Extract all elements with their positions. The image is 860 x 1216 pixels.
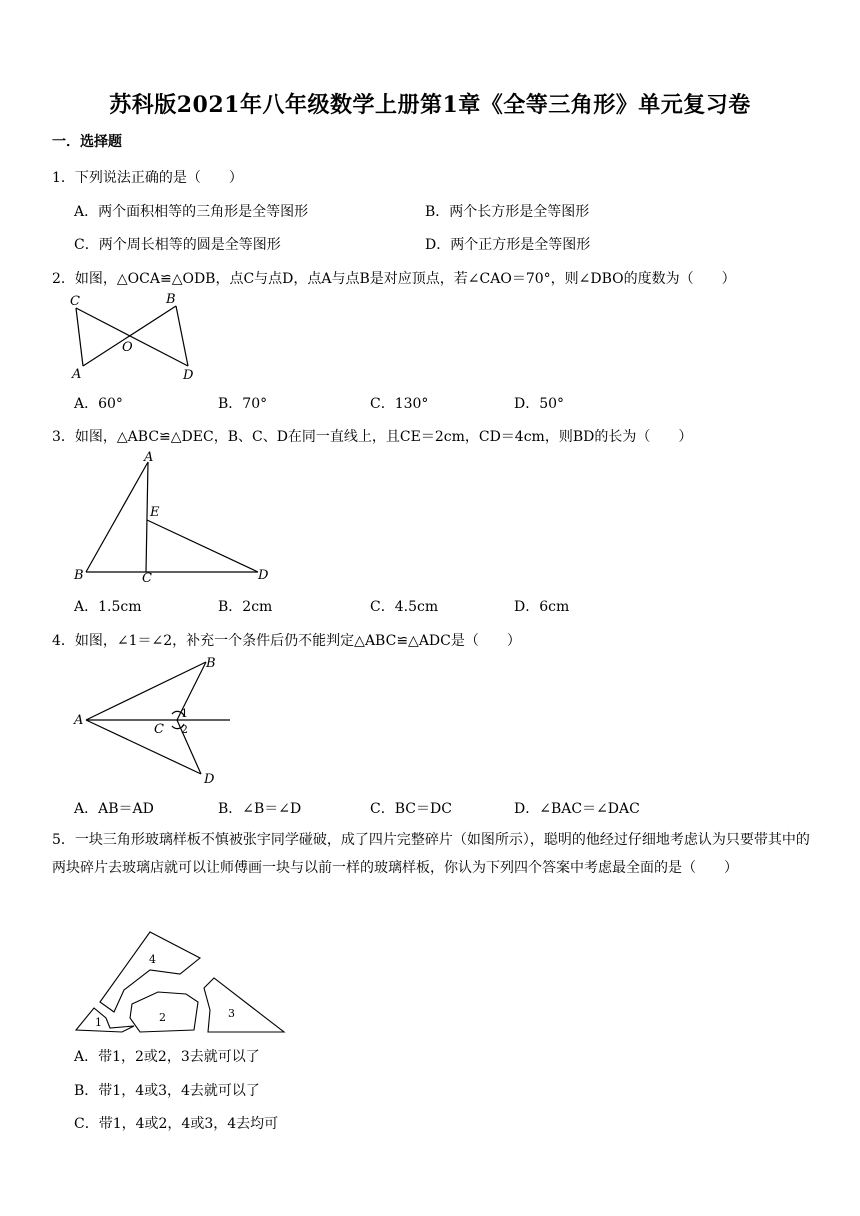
- q5-figure: [70, 922, 290, 1038]
- q1-option-b[interactable]: B．两个长方形是全等图形: [425, 204, 590, 220]
- q5-label-1: 1: [95, 1016, 102, 1029]
- q5-option-c[interactable]: C．带1，4或2，4或3，4去均可: [74, 1116, 279, 1132]
- q3-label-c: C: [142, 571, 152, 586]
- q4-label-angle-1: 1: [181, 707, 188, 720]
- q4-option-a[interactable]: A．AB＝AD: [74, 801, 154, 817]
- q2-label-o: O: [122, 340, 133, 355]
- q2-label-c: C: [70, 294, 80, 309]
- q2-figure: [66, 290, 206, 382]
- q4-label-b: B: [206, 656, 216, 671]
- q5-option-a[interactable]: A．带1，2或2，3去就可以了: [74, 1049, 260, 1065]
- q3-label-a: A: [144, 450, 154, 465]
- q3-option-b[interactable]: B．2cm: [218, 599, 273, 615]
- q2-option-c[interactable]: C．130°: [370, 396, 429, 412]
- q4-stem: 4．如图，∠1＝∠2，补充一个条件后仍不能判定△ABC≌△ADC是（ ）: [52, 633, 521, 649]
- q2-option-d[interactable]: D．50°: [514, 396, 565, 412]
- q3-option-a[interactable]: A．1.5cm: [74, 599, 142, 615]
- q4-label-c: C: [154, 722, 164, 737]
- q5-piece-1: [76, 1008, 134, 1032]
- q5-option-b[interactable]: B．带1，4或3，4去就可以了: [74, 1083, 260, 1099]
- q1-option-d[interactable]: D．两个正方形是全等图形: [425, 237, 591, 253]
- q4-figure: [66, 652, 242, 788]
- q3-option-d[interactable]: D．6cm: [514, 599, 570, 615]
- q5-label-3: 3: [228, 1007, 235, 1020]
- q2-label-a: A: [72, 367, 82, 382]
- section-heading: 一．选择题: [52, 134, 122, 150]
- q4-label-d: D: [204, 772, 215, 787]
- q2-label-b: B: [166, 292, 176, 307]
- q3-label-d: D: [258, 568, 269, 583]
- q4-option-b[interactable]: B．∠B＝∠D: [218, 801, 302, 817]
- q2-stem: 2．如图，△OCA≌△ODB，点C与点D，点A与点B是对应顶点，若∠CAO＝70°，则∠DBO的度数为（ ）: [52, 271, 736, 287]
- q2-option-b[interactable]: B．70°: [218, 396, 268, 412]
- q2-label-d: D: [183, 368, 194, 382]
- q4-option-d[interactable]: D．∠BAC＝∠DAC: [514, 801, 640, 817]
- q3-label-e: E: [150, 505, 160, 520]
- page-title: 苏科版2021年八年级数学上册第1章《全等三角形》单元复习卷: [109, 92, 751, 118]
- q5-label-4: 4: [149, 953, 156, 966]
- q5-piece-3: [204, 978, 284, 1032]
- q1-option-a[interactable]: A．两个面积相等的三角形是全等图形: [74, 204, 309, 220]
- q3-stem: 3．如图，△ABC≌△DEC，B、C、D在同一直线上，且CE＝2cm，CD＝4cm，则BD的长为（ ）: [52, 429, 693, 445]
- q3-option-c[interactable]: C．4.5cm: [370, 599, 439, 615]
- q1-option-c[interactable]: C．两个周长相等的圆是全等图形: [74, 237, 281, 253]
- q5-stem: 5．一块三角形玻璃样板不慎被张宇同学碰破，成了四片完整碎片（如图所示），聪明的他经过仔细地考虑认为只要带其中的两块碎片去玻璃店就可以让师傅画一块与以前一样的玻璃样板，你认为下列四个答案中考虑最全面的是（ ）: [52, 832, 810, 876]
- q1-stem: 1．下列说法正确的是（ ）: [52, 170, 243, 186]
- q3-label-b: B: [74, 568, 84, 583]
- q4-option-c[interactable]: C．BC＝DC: [370, 801, 452, 817]
- q4-label-angle-2: 2: [181, 723, 188, 736]
- q3-figure: [66, 448, 280, 586]
- q4-label-a: A: [74, 713, 84, 728]
- q5-label-2: 2: [159, 1011, 166, 1024]
- q2-option-a[interactable]: A．60°: [74, 396, 123, 412]
